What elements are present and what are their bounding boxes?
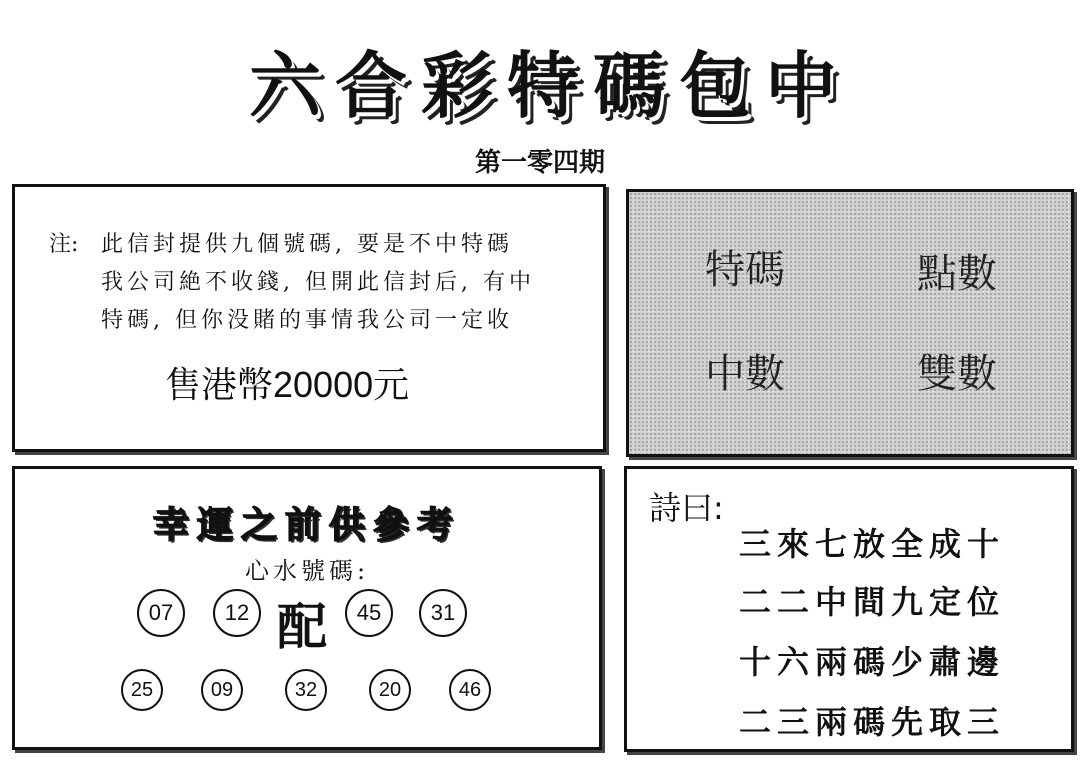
option-special-number: 特碼 (705, 247, 785, 293)
price-amount: 20000 (273, 364, 374, 405)
lucky-ball: 07 (137, 589, 185, 637)
note-line-3: 特碼, 但你没賭的事情我公司一定收 (101, 308, 513, 333)
lucky-ball: 31 (419, 589, 467, 637)
poem-line-2: 二二中間九定位 (739, 583, 1006, 621)
price-prefix: 售港幣 (165, 365, 274, 406)
lucky-numbers-box (12, 466, 602, 750)
lucky-ball: 32 (285, 669, 327, 711)
pair-character: 配 (277, 597, 327, 656)
lucky-ball: 12 (213, 589, 261, 637)
poem-line-3: 十六兩碼少肅邊 (739, 643, 1006, 681)
notice-box (12, 184, 606, 452)
poem-line-4: 二三兩碼先取三 (739, 703, 1006, 741)
price-line (165, 357, 409, 408)
issue-number: 第一零四期 (474, 148, 605, 178)
options-box (626, 189, 1074, 457)
note-line-1: 此信封提供九個號碼, 要是不中特碼 (101, 232, 513, 257)
note-label: 注: (49, 232, 79, 257)
lucky-title: 幸運之前供參考 (152, 504, 461, 546)
option-points: 點數 (917, 251, 997, 297)
lucky-ball: 46 (449, 669, 491, 711)
lucky-subtitle: 心水號碼: (244, 557, 370, 585)
poem-line-1: 三來七放全成十 (739, 525, 1006, 563)
price-suffix: 元 (373, 365, 410, 406)
lucky-ball: 09 (201, 669, 243, 711)
lucky-ball: 45 (345, 589, 393, 637)
note-line-2: 我公司絶不收錢, 但開此信封后, 有中 (101, 270, 535, 295)
poem-box (624, 466, 1074, 752)
option-even-number: 雙數 (917, 351, 997, 397)
option-middle-number: 中數 (705, 351, 785, 397)
poem-heading: 詩曰: (649, 489, 724, 527)
lucky-ball: 20 (369, 669, 411, 711)
page-title: 六合彩特碼包中 (248, 43, 851, 128)
lucky-ball: 25 (121, 669, 163, 711)
